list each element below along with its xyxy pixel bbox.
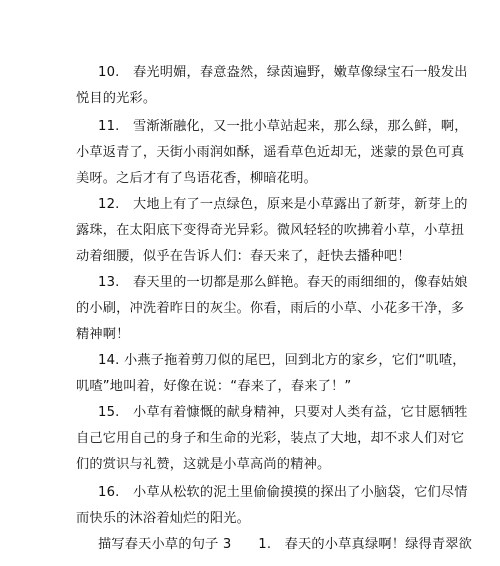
text-line: 精神啊！ [76, 327, 130, 342]
text-line: 们的赏识与礼赞，这就是小草高尚的精神。 [76, 457, 331, 472]
text-line: 12. 大地上有了一点绿色，原来是小草露出了新芽，新芽上的 [98, 197, 468, 212]
section-heading-line: 描写春天小草的句子 3 1. 春天的小草真绿啊！绿得青翠欲 [98, 537, 473, 552]
text-line: 美呀。之后才有了鸟语花香，柳暗花明。 [76, 171, 317, 186]
text-line: 悦目的光彩。 [76, 91, 157, 106]
text-line: 16. 小草从松软的泥土里偷偷摸摸的探出了小脑袋，它们尽情 [98, 485, 468, 500]
text-line: 10. 春光明媚，春意盎然，绿茵遍野，嫩草像绿宝石一般发出 [98, 65, 468, 80]
text-line: 露珠，在太阳底下变得奇光异彩。微风轻轻的吹拂着小草，小草扭 [76, 223, 465, 238]
text-line: 11. 雪渐渐融化，又一批小草站起来，那么绿，那么鲜，啊， [98, 119, 468, 134]
text-line: 的小刷，冲洗着昨日的灰尘。你看，雨后的小草、小花多干净，多 [76, 301, 465, 316]
text-line: 动着细腰，似乎在告诉人们：春天来了，赶快去播种吧！ [76, 249, 411, 264]
text-line: 叽喳”地叫着，好像在说：“春来了，春来了！” [76, 379, 352, 394]
text-line: 小草返青了，天街小雨润如酥，遥看草色近却无，迷蒙的景色可真 [76, 145, 465, 160]
text-line: 15. 小草有着慷慨的献身精神，只要对人类有益，它甘愿牺牲 [98, 405, 468, 420]
text-line: 14. 小燕子拖着剪刀似的尾巴，回到北方的家乡，它们“叽喳， [98, 353, 466, 368]
text-line: 自己它用自己的身子和生命的光彩，装点了大地，却不求人们对它 [76, 431, 465, 446]
text-line: 而快乐的沐浴着灿烂的阳光。 [76, 511, 251, 526]
text-line: 13. 春天里的一切都是那么鲜艳。春天的雨细细的，像春姑娘 [98, 275, 468, 290]
